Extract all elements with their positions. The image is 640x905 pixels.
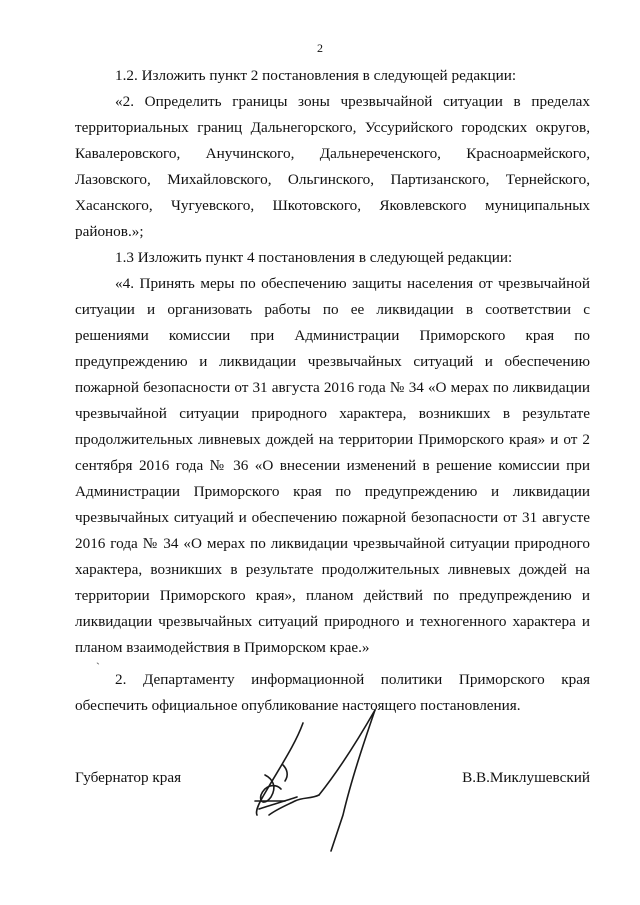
paragraph-point-2-text: «2. Определить границы зоны чрезвычайной ситуации в пределах территориальных границ Дальнегорского, Уссурийского городских округов, Кавалеровского, Анучинского, Дальнереченского, Красноармейского, Лазовского, Михайловского, Ольгинского, Партизанского, Тернейского, Хасанского, Чугуевского, Шкотовского, Яковлевского муниципальных районов.»; bbox=[75, 93, 590, 240]
paragraph-2-publication: 2. Департаменту информационной политики Приморского края обеспечить официальное опубликование настоящего постановления. bbox=[75, 671, 590, 714]
paragraph-point-4-text: «4. Принять меры по обеспечению защиты населения от чрезвычайной ситуации и организовать работы по ее ликвидации в соответствии с решениями комиссии при Администрации Приморского края по предупреждению и ликвидации чрезвычайных ситуаций и обеспечению пожарной безопасности от 31 августа 2016 года № 34 «О мерах по ликвидации чрезвычайной ситуации природного характера, возникших в результате продолжительных ливневых дождей на территории Приморского края» и от 2 сентября 2016 года № 36 «О внесении изменений в решение комиссии при Администрации Приморского края по предупреждению и ликвидации чрезвычайных ситуаций и обеспечению пожарной безопасности от 31 августе 2016 года № 34 «О мерах по ликвидации чрезвычайной ситуации природного характера, возникших в результате продолжительных ливневых дождей на территории Приморского края», планом действий по предупреждению и ликвидации чрезвычайных ситуаций природного и техногенного характера и планом взаимодействия в Приморском крае.» bbox=[75, 275, 590, 656]
signer-title: Губернатор края bbox=[75, 769, 182, 786]
paragraph-1-3: 1.3 Изложить пункт 4 постановления в следующей редакции: bbox=[115, 249, 513, 266]
page-number: 2 bbox=[317, 41, 323, 55]
paragraph-1-2: 1.2. Изложить пункт 2 постановления в следующей редакции: bbox=[115, 67, 517, 84]
signer-name: В.В.Миклушевский bbox=[462, 769, 590, 786]
margin-tick-mark: ˋ bbox=[96, 660, 100, 674]
document-body bbox=[75, 63, 590, 719]
signature-row bbox=[75, 765, 590, 791]
